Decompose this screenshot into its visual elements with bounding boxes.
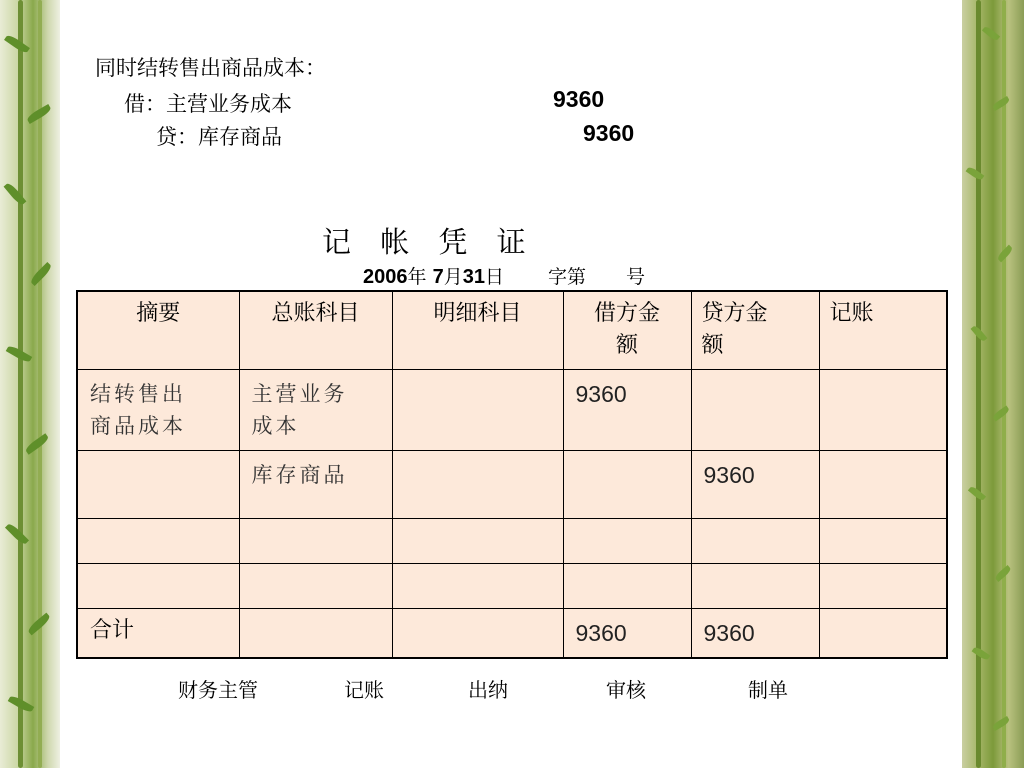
signature-preparer: 制单 (748, 678, 788, 702)
journal-credit-line: 贷：库存商品 (156, 125, 282, 149)
empty-cell (77, 518, 239, 563)
header-credit-line1: 贷方金 (701, 301, 768, 326)
bamboo-leaf (5, 522, 29, 546)
row-general-account (239, 369, 392, 450)
bamboo-leaf (972, 645, 991, 661)
day-unit: 日 (484, 266, 504, 288)
row-credit-amount (691, 369, 819, 450)
empty-cell (239, 608, 392, 658)
empty-cell (563, 518, 691, 563)
voucher-year: 2006 (363, 266, 408, 288)
signature-finance-manager: 财务主管 (178, 678, 258, 702)
row-credit-amount: 9360 (691, 450, 819, 518)
row-posting (819, 450, 947, 518)
empty-cell (819, 518, 947, 563)
voucher-table (76, 290, 948, 659)
bamboo-leaf (982, 25, 1000, 42)
header-debit-line2: 额 (615, 333, 638, 358)
bamboo-leaf (4, 33, 30, 54)
table-row (77, 369, 947, 450)
voucher-title: 记 帐 凭 证 (322, 225, 536, 259)
empty-cell (691, 563, 819, 608)
voucher-day: 31 (462, 266, 485, 288)
journal-heading: 同时结转售出商品成本： (95, 56, 326, 80)
signature-reviewer: 审核 (606, 678, 646, 702)
header-general-account: 总账科目 (239, 291, 392, 369)
bamboo-stem (1002, 0, 1006, 768)
table-row-empty (77, 563, 947, 608)
header-debit-line1: 借方金 (593, 301, 660, 326)
header-summary: 摘要 (77, 291, 239, 369)
voucher-date-line (363, 262, 645, 289)
voucher-month: 7 (432, 266, 444, 288)
row-detail-account (392, 369, 563, 450)
row-detail-account (392, 450, 563, 518)
header-posting: 记账 (819, 291, 947, 369)
bamboo-decoration-right (962, 0, 1024, 768)
empty-cell (819, 563, 947, 608)
empty-cell (239, 518, 392, 563)
row-summary (77, 450, 239, 518)
bamboo-decoration-left (0, 0, 60, 768)
header-detail-account: 明细科目 (392, 291, 563, 369)
table-row-empty (77, 518, 947, 563)
empty-cell (77, 563, 239, 608)
voucher-number-label: 号 (625, 266, 645, 288)
row-account-line1: 主营业务 (251, 381, 348, 406)
header-credit (691, 291, 819, 369)
journal-debit-amount: 9360 (553, 86, 605, 112)
table-header-row (77, 291, 947, 369)
row-account-line2: 成本 (251, 413, 300, 438)
empty-cell (819, 608, 947, 658)
journal-credit-amount: 9360 (583, 120, 635, 146)
row-debit-amount (563, 450, 691, 518)
bamboo-leaf (24, 433, 50, 454)
row-debit-amount: 9360 (563, 369, 691, 450)
month-unit: 月 (443, 266, 463, 288)
empty-cell (392, 608, 563, 658)
signature-cashier: 出纳 (468, 678, 508, 702)
row-summary-line2: 商品成本 (90, 413, 186, 438)
empty-cell (239, 563, 392, 608)
row-summary (77, 369, 239, 450)
bamboo-leaf (991, 96, 1010, 111)
total-debit: 9360 (563, 608, 691, 658)
bamboo-leaf (991, 716, 1010, 731)
total-label: 合计 (77, 608, 239, 658)
empty-cell (392, 518, 563, 563)
row-posting (819, 369, 947, 450)
empty-cell (563, 563, 691, 608)
table-total-row (77, 608, 947, 658)
table-row (77, 450, 947, 518)
signature-line (178, 674, 788, 703)
header-debit (563, 291, 691, 369)
journal-debit-line: 借：主营业务成本 (124, 92, 292, 116)
voucher-word-no: 字第 (547, 266, 586, 288)
empty-cell (691, 518, 819, 563)
row-general-account: 库存商品 (239, 450, 392, 518)
bamboo-leaf (992, 405, 1011, 421)
row-summary-line1: 结转售出 (90, 381, 186, 406)
header-credit-line2: 额 (701, 333, 724, 358)
signature-bookkeeper: 记账 (344, 678, 384, 702)
total-credit: 9360 (691, 608, 819, 658)
empty-cell (392, 563, 563, 608)
bamboo-leaf (966, 165, 985, 181)
bamboo-stem (18, 0, 23, 768)
year-unit: 年 (407, 266, 427, 288)
